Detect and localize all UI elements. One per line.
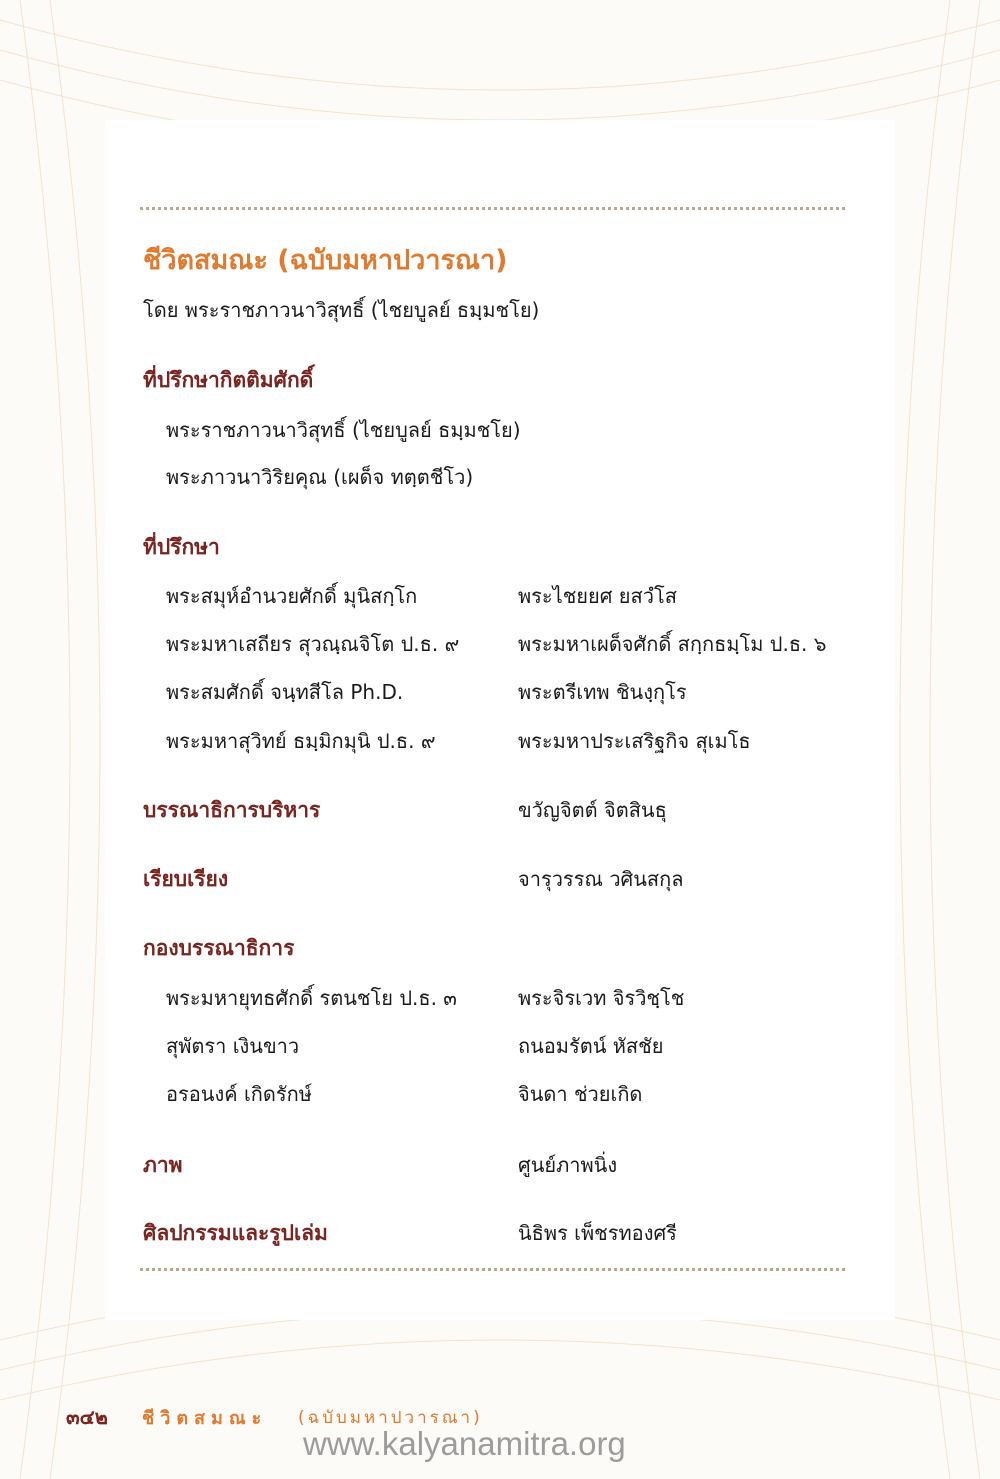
advisor-name: พระสมุห์อำนวยศักดิ์ มุนิสกฺโก [166, 584, 418, 608]
editorial-member-name: อรอนงค์ เกิดรักษ์ [166, 1082, 312, 1106]
photo-credit-name: ศูนย์ภาพนิ่ง [518, 1153, 618, 1177]
editorial-member-name: ถนอมรัตน์ หัสชัย [518, 1034, 664, 1058]
advisor-name: พระตรีเทพ ชินงฺกุโร [518, 680, 687, 704]
footer-book-subtitle: (ฉบับมหาปวารณา) [298, 1408, 483, 1428]
advisor-name: พระไชยยศ ยสวํโส [518, 584, 677, 608]
top-dotted-divider [140, 207, 845, 210]
honorary-advisor-name: พระภาวนาวิริยคุณ (เผด็จ ทตฺตชีโว) [166, 465, 474, 489]
editorial-member-name: พระมหายุทธศักดิ์ รตนชโย ป.ธ. ๓ [166, 986, 457, 1010]
advisor-name: พระสมศักดิ์ จนฺทสีโล Ph.D. [166, 680, 404, 704]
heading-advisors: ที่ปรึกษา [143, 535, 220, 559]
editorial-member-name: จินดา ช่วยเกิด [518, 1082, 643, 1106]
advisor-name: พระมหาเสถียร สุวณฺณจิโต ป.ธ. ๙ [166, 632, 460, 656]
author-byline: โดย พระราชภาวนาวิสุทธิ์ (ไชยบูลย์ ธมฺมชโย) [143, 298, 540, 322]
page-number: ๓๔๒ [66, 1405, 108, 1429]
heading-honorary-advisors: ที่ปรึกษากิตติมศักดิ์ [143, 368, 314, 392]
advisor-name: พระมหาสุวิทย์ ธมฺมิกมุนิ ป.ธ. ๙ [166, 729, 436, 753]
book-title: ชีวิตสมณะ (ฉบับมหาปวารณา) [143, 245, 508, 276]
website-watermark: www.kalyanamitra.org [303, 1425, 626, 1462]
heading-photos: ภาพ [143, 1153, 183, 1177]
advisor-name: พระมหาประเสริฐกิจ สุเมโธ [518, 729, 751, 753]
advisor-name: พระมหาเผด็จศักดิ์ สกฺกธมฺโม ป.ธ. ๖ [518, 632, 827, 656]
footer-book-title: ชีวิตสมณะ [142, 1408, 268, 1429]
honorary-advisor-name: พระราชภาวนาวิสุทธิ์ (ไชยบูลย์ ธมฺมชโย) [166, 418, 521, 442]
editorial-member-name: สุพัตรา เงินขาว [166, 1034, 300, 1058]
heading-art-layout: ศิลปกรรมและรูปเล่ม [143, 1221, 328, 1245]
bottom-dotted-divider [140, 1268, 845, 1271]
executive-editor-name: ขวัญจิตต์ จิตสินธุ [518, 798, 667, 822]
art-credit-name: นิธิพร เพ็ชรทองศรี [518, 1221, 677, 1245]
heading-editorial-board: กองบรรณาธิการ [143, 936, 295, 960]
editorial-member-name: พระจิรเวท จิรวิชฺโช [518, 986, 685, 1010]
heading-executive-editor: บรรณาธิการบริหาร [143, 798, 321, 822]
heading-compiled-by: เรียบเรียง [143, 867, 229, 891]
compiler-name: จารุวรรณ วศินสกุล [518, 867, 684, 891]
